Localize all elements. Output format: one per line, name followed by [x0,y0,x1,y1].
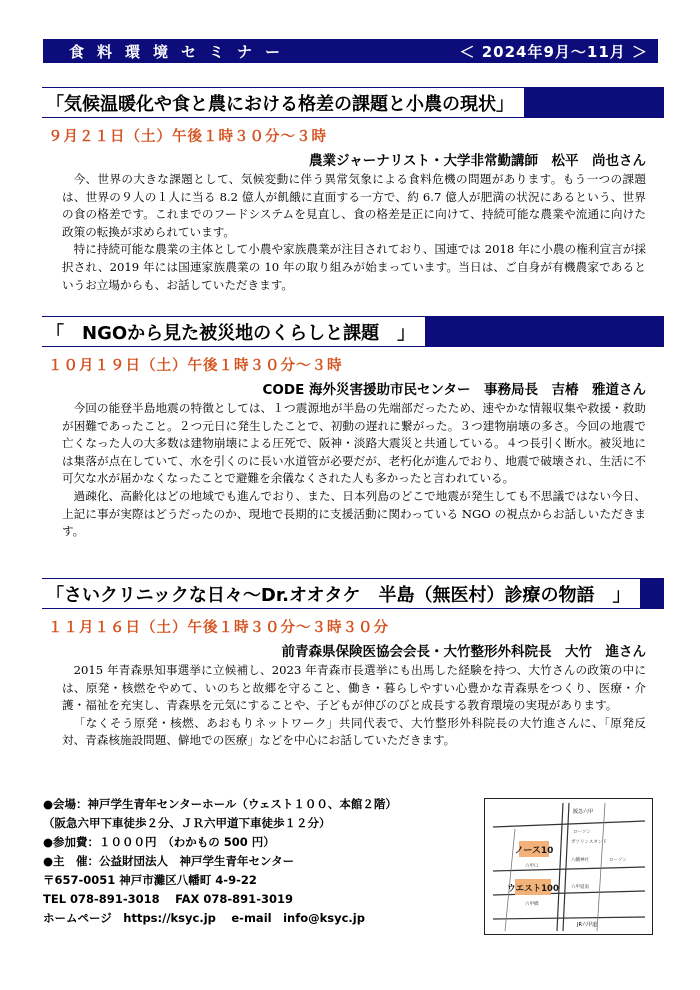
session-date: ９月２１日（土）午後１時３０分～３時 [48,129,327,145]
session-3 [42,578,664,750]
session-date: １１月１６日（土）午後１時３０分～３時３０分 [48,620,389,636]
host-text: ●主 催：公益財団法人 神戸学生青年センター [43,854,295,868]
north-building-label: ノース10 [514,846,554,856]
banner-title: 食料環境セミナー [69,42,294,61]
session-speaker: 農業ジャーナリスト・大学非常勤講師 松平 尚也さん [309,153,646,169]
map-label: 六甲道南 [571,885,589,890]
paragraph: 「なくそう原発・核燃、あおもりネットワーク」共同代表で、大竹整形外科院長の大竹進さんに、「原発反対、青森核施設問題、僻地での医療」などを中心にお話していただきます。 [62,715,646,748]
session-title: 「さいクリニックな日々～Dr.オオタケ 半島（無医村）診療の物語 」 [42,579,640,608]
map-label: ガソリンスタンド [571,840,607,845]
banner-period: ＜ 2024年9月～11月 ＞ [459,42,648,61]
road [557,803,563,931]
session-title-bar [42,87,664,118]
map-label: 六甲橋 [525,902,539,907]
station-label: 阪急六甲 [573,809,594,815]
session-description [62,662,646,750]
access-text: （阪急六甲下車徒歩２分、ＪＲ六甲道下車徒歩１２分） [43,816,331,830]
website-text: ホームページ https://ksyc.jp e-mail info@ksyc.jp [43,911,365,925]
venue-map [484,798,653,935]
map-label: ローソン [573,830,591,835]
map-label: 六甲口 [525,864,539,869]
paragraph: 今、世界の大きな課題として、気候変動に伴う異常気象による食料危機の問題があります。もう一つの課題は、世界の９人の１人に当る 8.2 億人が飢餓に直面する一方で、約 6.7 億人が肥満の状況にあるという、世界の食の格差です。これまでのフードシステムを見直し、食の格差是正に向けて、持続可能な農業や流通に向けた政策の転換が求められています。 [62,172,646,239]
session-1 [42,87,664,294]
west-building-label: ウエスト100 [507,884,559,894]
session-2 [42,316,664,541]
address-text: 〒657-0051 神戸市灘区八幡町 4-9-22 [43,873,257,887]
session-speaker: CODE 海外災害援助市民センター 事務局長 吉椿 雅道さん [262,382,646,398]
venue-text: ●会場：神戸学生青年センターホール（ウェスト１００、本館２階） [43,797,397,811]
fee-text: ●参加費：１０００円 （わかもの 500 円） [43,835,275,849]
session-title-bar [42,316,664,347]
paragraph: 2015 年青森県知事選挙に立候補し、2023 年青森市長選挙にも出馬した経験を持つ、大竹さんの政策の中には、原発・核燃をやめて、いのちと故郷を守ること、働き・暮らしやすい心豊かな青森県をつくり、医療・介護・福祉を充実し、青森県を元気にすることや、子どもが伸びのびと成長する教育環境の実現があります。 [62,663,646,713]
paragraph: 過疎化、高齢化はどの地域でも進んでおり、また、日本列島のどこで地震が発生しても不思議ではない今日、上記に事が実際はどうだったのか、現地で長期的に支援活動に関わっている NGO の視点からお話しいただきます。 [62,488,646,539]
session-speaker: 前青森県保険医協会会長・大竹整形外科院長 大竹 進さん [281,644,646,660]
road [493,867,645,871]
paragraph: 特に持続可能な農業の主体として小農や家族農業が注目されており、国連では 2018 年に小農の権利宣言が採択され、2019 年には国連家族農業の 10 年の取り組みが始まっています。当日は、ご自身が有機農家であるというお立場からも、お話していただきます。 [62,242,646,292]
session-date: １０月１９日（土）午後１時３０分～３時 [48,358,343,374]
paragraph: 今回の能登半島地震の特徴としては、１つ震源地が半島の先端部だったため、速やかな情報収集や救援・救助が困難であったこと。２つ元日に発生したことで、初動の遅れに繋がった。３つ建物崩壊の多さ。今回の地震で亡くなった人の大多数は建物崩壊による圧死で、阪神・淡路大震災と共通している。４つ長引く断水。被災地には集落が点在していて、水を引くのに長い水道管が必要だが、老朽化が進んでおり、地震で破壊され、生活に不可欠な水が届かなくなったことで避難を余儀なくされた人も多かったと言われている。 [62,401,646,486]
seminar-banner [43,39,658,63]
station-label: JR六甲道 [577,922,597,928]
map-label: ローソン [609,858,627,863]
map-drawing [485,799,652,934]
session-description [62,171,646,294]
road [493,821,645,827]
road [563,803,569,931]
session-title-bar [42,578,664,609]
event-info [43,795,397,928]
session-title: 「気候温暖化や食と農における格差の課題と小農の現状」 [42,88,524,117]
contact-text: TEL 078-891-3018 FAX 078-891-3019 [43,892,293,906]
map-label: 八幡神社 [571,858,589,863]
road [505,829,515,931]
session-description [62,400,646,541]
road [493,917,645,919]
session-title: 「 NGOから見た被災地のくらしと課題 」 [42,317,425,346]
